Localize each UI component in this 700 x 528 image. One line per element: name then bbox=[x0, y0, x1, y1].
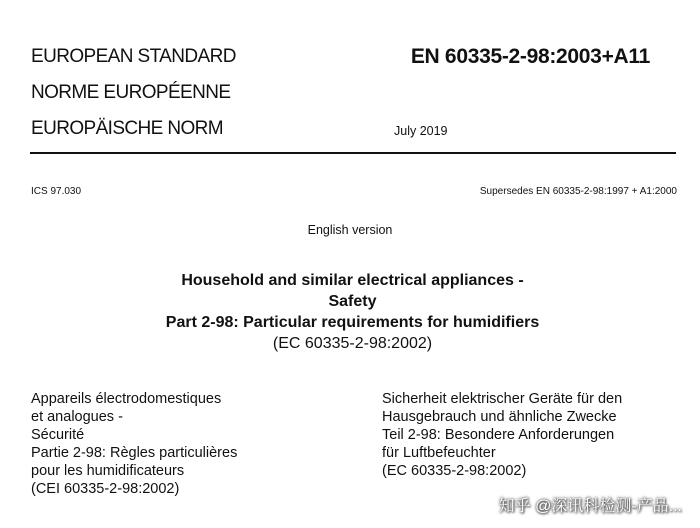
german-line: für Luftbefeuchter bbox=[382, 445, 496, 461]
german-title-column bbox=[382, 390, 622, 480]
title-line-4: (EC 60335-2-98:2002) bbox=[272, 335, 433, 352]
german-line: (EC 60335-2-98:2002) bbox=[382, 463, 527, 479]
language-version: English version bbox=[307, 223, 393, 237]
watermark-text: 知乎 @深讯科检测-产品... bbox=[498, 498, 682, 515]
french-line: pour les humidificateurs bbox=[31, 463, 185, 479]
french-line: Sécurité bbox=[31, 427, 85, 443]
german-line: Sicherheit elektrischer Geräte für den bbox=[382, 391, 623, 407]
standard-number: EN 60335-2-98:2003+A11 bbox=[410, 45, 650, 68]
header-title-de: EUROPÄISCHE NORM bbox=[31, 118, 224, 139]
header-title-en: EUROPEAN STANDARD bbox=[31, 46, 236, 67]
german-line: Hausgebrauch und ähnliche Zwecke bbox=[382, 409, 617, 425]
french-title-column bbox=[31, 390, 237, 498]
document-title bbox=[0, 270, 700, 354]
title-line-3: Part 2-98: Particular requirements for humidifiers bbox=[165, 314, 540, 331]
supersedes-note: Supersedes EN 60335-2-98:1997 + A1:2000 bbox=[479, 186, 677, 197]
header-title-fr: NORME EUROPÉENNE bbox=[31, 82, 231, 103]
german-line: Teil 2-98: Besondere Anforderungen bbox=[382, 427, 615, 443]
header-rule bbox=[30, 152, 676, 154]
french-line: Partie 2-98: Règles particulières bbox=[31, 445, 238, 461]
ics-code: ICS 97.030 bbox=[31, 186, 82, 197]
french-line: (CEI 60335-2-98:2002) bbox=[31, 481, 180, 497]
publication-date: July 2019 bbox=[394, 124, 448, 138]
title-line-1: Household and similar electrical appliances - bbox=[181, 272, 524, 289]
title-line-2: Safety bbox=[328, 293, 377, 310]
french-line: Appareils électrodomestiques bbox=[31, 391, 222, 407]
french-line: et analogues - bbox=[31, 409, 123, 425]
